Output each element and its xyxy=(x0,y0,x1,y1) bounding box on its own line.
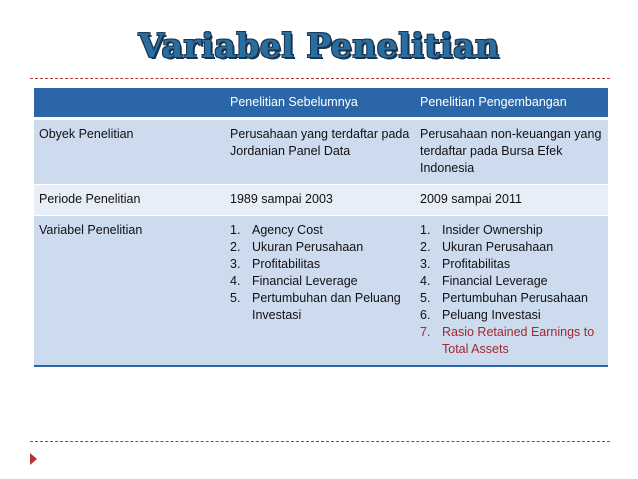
list-text: Financial Leverage xyxy=(442,274,548,288)
development-cell xyxy=(415,216,608,367)
development-variable-list xyxy=(420,222,603,358)
list-text: Financial Leverage xyxy=(252,274,358,288)
list-text: Agency Cost xyxy=(252,223,323,237)
table-header-row xyxy=(34,88,608,119)
list-text: Ukuran Perusahaan xyxy=(442,240,554,254)
list-number: 2. xyxy=(420,240,431,254)
list-item xyxy=(230,273,410,290)
list-number: 5. xyxy=(420,291,431,305)
list-number: 2. xyxy=(230,240,241,254)
list-item xyxy=(420,273,603,290)
list-text: Rasio Retained Earnings to Total Assets xyxy=(442,325,595,356)
row-label: Periode Penelitian xyxy=(34,185,225,216)
list-number: 3. xyxy=(420,257,431,271)
list-number: 1. xyxy=(420,223,431,237)
list-text: Peluang Investasi xyxy=(442,308,541,322)
table-row-variables xyxy=(34,216,608,367)
list-text: Profitabilitas xyxy=(252,257,321,271)
list-number: 4. xyxy=(230,274,241,288)
list-item xyxy=(230,222,410,239)
list-number: 7. xyxy=(420,325,431,339)
previous-cell: Perusahaan yang terdaftar pada Jordanian Panel Data xyxy=(225,119,415,185)
list-item xyxy=(230,290,410,324)
header-empty-cell xyxy=(34,88,225,119)
list-item xyxy=(230,239,410,256)
previous-variable-list xyxy=(230,222,410,324)
table-row-object xyxy=(34,119,608,185)
row-label: Variabel Penelitian xyxy=(34,216,225,367)
header-development-research: Penelitian Pengembangan xyxy=(415,88,608,119)
list-text: Pertumbuhan dan Peluang Investasi xyxy=(252,291,401,322)
slide-marker-icon xyxy=(30,453,37,465)
list-number: 3. xyxy=(230,257,241,271)
list-item xyxy=(230,256,410,273)
development-cell: 2009 sampai 2011 xyxy=(415,185,608,216)
list-number: 6. xyxy=(420,308,431,322)
list-item xyxy=(420,222,603,239)
list-number: 1. xyxy=(230,223,241,237)
development-cell: Perusahaan non-keuangan yang terdaftar pada Bursa Efek Indonesia xyxy=(415,119,608,185)
header-previous-research: Penelitian Sebelumnya xyxy=(225,88,415,119)
list-text: Ukuran Perusahaan xyxy=(252,240,364,254)
table-row-period xyxy=(34,185,608,216)
list-number: 5. xyxy=(230,291,241,305)
list-item xyxy=(420,239,603,256)
list-item xyxy=(420,256,603,273)
comparison-table xyxy=(34,88,608,367)
list-number: 4. xyxy=(420,274,431,288)
list-text: Profitabilitas xyxy=(442,257,511,271)
list-text: Insider Ownership xyxy=(442,223,543,237)
top-divider xyxy=(30,78,610,79)
list-item xyxy=(420,290,603,307)
list-item xyxy=(420,307,603,324)
row-label: Obyek Penelitian xyxy=(34,119,225,185)
previous-cell: 1989 sampai 2003 xyxy=(225,185,415,216)
list-item-highlight xyxy=(420,324,603,358)
slide-title: Variabel Penelitian xyxy=(138,26,500,65)
list-text: Pertumbuhan Perusahaan xyxy=(442,291,588,305)
bottom-divider xyxy=(30,441,610,442)
previous-cell xyxy=(225,216,415,367)
